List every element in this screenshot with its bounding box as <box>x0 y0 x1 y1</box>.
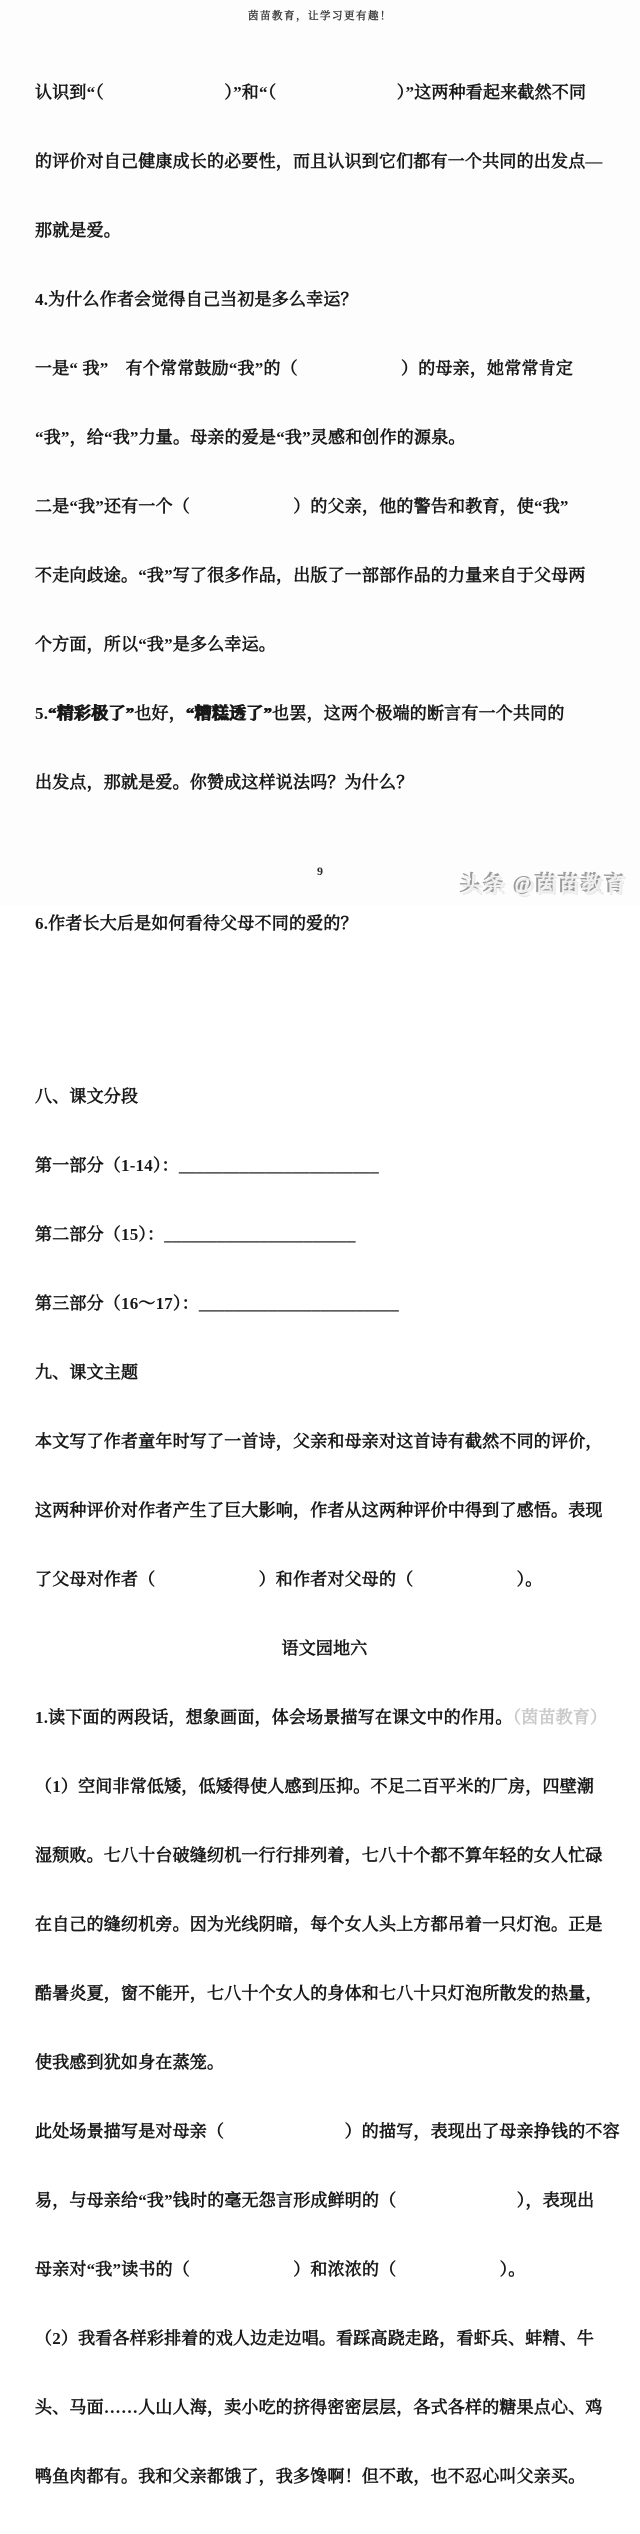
doc-line: 湿颓败。七八十台破缝纫机一行行排列着，七八十个都不算年轻的女人忙碌 <box>35 1846 603 1865</box>
doc-line-question4: 4.为什么作者会觉得自己当初是多么幸运？ <box>35 290 358 309</box>
task1-text: 1.读下面的两段话，想象画面，体会场景描写在课文中的作用。 <box>35 1708 513 1727</box>
section-heading-9: 九、课文主题 <box>35 1363 139 1382</box>
doc-line: 了父母对作者（ ）和作者对父母的（ ）。 <box>35 1570 543 1589</box>
document-body <box>35 35 620 2534</box>
question5-mid: 也好， <box>134 704 186 723</box>
blank-space <box>35 840 614 866</box>
fill-blank-line: 第三部分（16～17）：_______________________ <box>35 1294 399 1313</box>
page-header-slogan: 茵苗教育，让学习更有趣！ <box>248 11 392 22</box>
doc-line: 那就是爱。 <box>35 221 121 240</box>
doc-line: 易，与母亲给“我”钱时的毫无怨言形成鲜明的（ ），表现出 <box>35 2191 595 2210</box>
emphasis-text: “精彩极了” <box>48 704 135 723</box>
doc-line: 母亲对“我”读书的（ ）和浓浓的（ ）。 <box>35 2260 526 2279</box>
doc-line: 这两种评价对作者产生了巨大影响，作者从这两种评价中得到了感悟。表现 <box>35 1501 603 1520</box>
watermark-toutiao: 头条 @茵苗教育 <box>461 873 628 897</box>
doc-line: 认识到“（ ）”和“（ ）”这两种看起来截然不同 <box>35 83 587 102</box>
doc-line: 的评价对自己健康成长的必要性，而且认识到它们都有一个共同的出发点— <box>35 152 603 171</box>
doc-line: 本文写了作者童年时写了一首诗，父亲和母亲对这首诗有截然不同的评价， <box>35 1432 603 1451</box>
brand-watermark-inline: （茵苗教育） <box>512 1708 608 1727</box>
question5-rest: 也罢，这两个极端的断言有一个共同的 <box>272 704 565 723</box>
question5-prefix: 5. <box>35 704 49 723</box>
doc-line: 在自己的缝纫机旁。因为光线阴暗，每个女人头上方都吊着一只灯泡。正是 <box>35 1915 603 1934</box>
doc-line-question5 <box>35 702 614 725</box>
doc-line: 鸭鱼肉都有。我和父亲都饿了，我多馋啊！但不敢，也不忍心叫父亲买。 <box>35 2467 586 2486</box>
doc-line: 头、马面……人山人海，卖小吃的挤得密密层层，各式各样的糖果点心、鸡 <box>35 2398 603 2417</box>
doc-line: 出发点，那就是爱。你赞成这样说法吗？为什么？ <box>35 773 414 792</box>
doc-line: 个方面，所以“我”是多么幸运。 <box>35 635 276 654</box>
doc-line: 使我感到犹如身在蒸笼。 <box>35 2053 225 2072</box>
fill-blank-line: 第一部分（1-14）：_______________________ <box>35 1156 379 1175</box>
doc-line: 此处场景描写是对母亲（ ）的描写，表现出了母亲挣钱的不容 <box>35 2122 620 2141</box>
section-heading-8: 八、课文分段 <box>35 1087 139 1106</box>
doc-line: 不走向歧途。“我”写了很多作品，出版了一部部作品的力量来自于父母两 <box>35 566 586 585</box>
doc-line: 二是“我”还有一个（ ）的父亲，他的警告和教育，使“我” <box>35 497 569 516</box>
section-title-yuwenyuandi: 语文园地六 <box>281 1639 368 1658</box>
doc-line: （2）我看各样彩排着的戏人边走边唱。看踩高跷走路，看虾兵、蚌精、牛 <box>35 2329 595 2348</box>
doc-line: 一是“ 我” 有个常常鼓励“我”的（ ）的母亲，她常常肯定 <box>35 359 574 378</box>
emphasis-text: “糟糕透了” <box>185 704 273 723</box>
blank-space <box>35 981 614 1039</box>
page-number: 9 <box>317 864 323 878</box>
doc-line: 酷暑炎夏，窗不能开，七八十个女人的身体和七八十只灯泡所散发的热量， <box>35 1984 603 2003</box>
doc-line: “我”，给“我”力量。母亲的爱是“我”灵感和创作的源泉。 <box>35 428 466 447</box>
fill-blank-line: 第二部分（15）：______________________ <box>35 1225 356 1244</box>
doc-line-task1 <box>35 1706 614 1729</box>
doc-line-question6: 6.作者长大后是如何看待父母不同的爱的？ <box>35 914 358 933</box>
doc-line: （1）空间非常低矮，低矮得使人感到压抑。不足二百平米的厂房，四壁潮 <box>35 1777 595 1796</box>
